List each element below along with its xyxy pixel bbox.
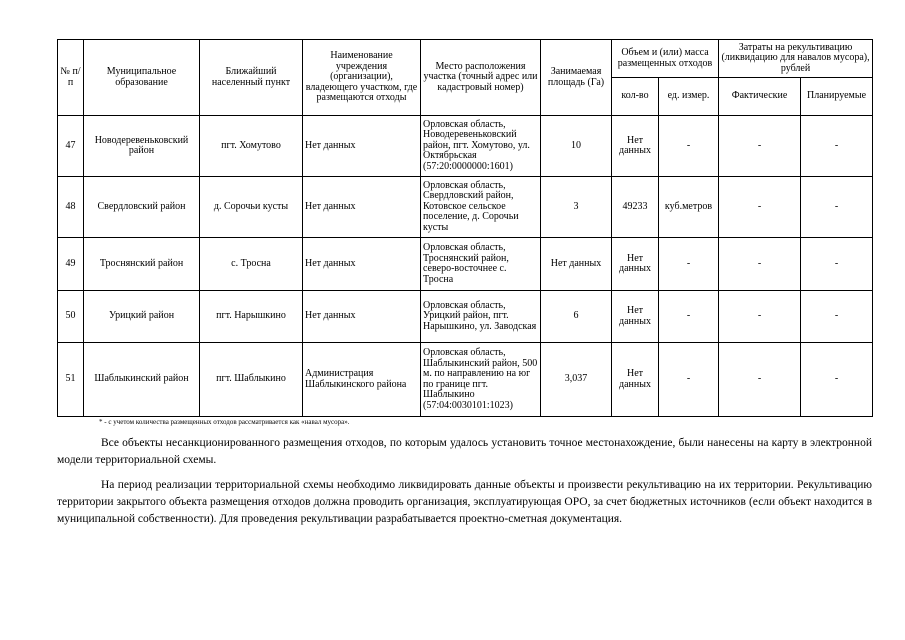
cell-cost-planned: - — [801, 291, 873, 343]
cell-num: 47 — [58, 116, 84, 177]
cell-cost-actual: - — [719, 177, 801, 238]
cell-waste-qty: Нет данных — [612, 291, 659, 343]
cell-waste-unit: - — [659, 116, 719, 177]
cell-owner: Нет данных — [303, 116, 421, 177]
cell-cost-actual: - — [719, 291, 801, 343]
cell-municipality: Новодеревеньковский район — [84, 116, 200, 177]
header-municipality: Муниципальное образование — [84, 40, 200, 116]
cell-settlement: д. Сорочьи кусты — [200, 177, 303, 238]
table-footnote: * - с учетом количества размещенных отходов рассматривается как «навал мусора». — [99, 418, 350, 426]
header-owner: Наименование учреждения (организации), владеющего участком, где размещаются отходы — [303, 40, 421, 116]
cell-settlement: пгт. Нарышкино — [200, 291, 303, 343]
cell-waste-unit: - — [659, 291, 719, 343]
cell-cost-actual: - — [719, 343, 801, 417]
waste-sites-table — [57, 39, 873, 417]
cell-waste-qty: 49233 — [612, 177, 659, 238]
cell-cost-planned: - — [801, 116, 873, 177]
cell-area: 3,037 — [541, 343, 612, 417]
cell-owner: Нет данных — [303, 177, 421, 238]
header-waste-group: Объем и (или) масса размещенных отходов — [612, 40, 719, 78]
cell-waste-unit: - — [659, 238, 719, 291]
cell-waste-unit: куб.метров — [659, 177, 719, 238]
header-settlement: Ближайший населенный пункт — [200, 40, 303, 116]
cell-cost-planned: - — [801, 343, 873, 417]
header-cost-group: Затраты на рекультивацию (ликвидацию для навалов мусора), рублей — [719, 40, 873, 78]
cell-settlement: пгт. Хомутово — [200, 116, 303, 177]
cell-settlement: пгт. Шаблыкино — [200, 343, 303, 417]
header-num: № п/п — [58, 40, 84, 116]
cell-waste-qty: Нет данных — [612, 238, 659, 291]
cell-cost-actual: - — [719, 116, 801, 177]
cell-municipality: Урицкий район — [84, 291, 200, 343]
cell-area: 3 — [541, 177, 612, 238]
table-row — [58, 116, 873, 177]
cell-num: 48 — [58, 177, 84, 238]
document-page — [57, 39, 872, 528]
header-area: Занимаемая площадь (Га) — [541, 40, 612, 116]
header-waste-unit: ед. измер. — [659, 78, 719, 116]
cell-owner: Администрация Шаблыкинского района — [303, 343, 421, 417]
cell-waste-qty: Нет данных — [612, 116, 659, 177]
paragraph-mapping: Все объекты несанкционированного размещения отходов, по которым удалось установить точное местонахождение, были нанесены на карту в электронной модели территориальной схемы. — [57, 437, 872, 466]
header-location: Место расположения участка (точный адрес или кадастровый номер) — [421, 40, 541, 116]
cell-num: 49 — [58, 238, 84, 291]
cell-location: Орловская область, Свердловский район, Котовское сельское поселение, д. Сорочьи кусты — [421, 177, 541, 238]
paragraph-recultivation: На период реализации территориальной схемы необходимо ликвидировать данные объекты и произвести рекультивацию на их территории. Рекультивацию территории закрытого объекта размещения отходов должна проводить организация, эксплуатирующая ОРО, за счет бюджетных источников (если объект находится в муниципальной собственности). Для проведения рекультивации разрабатывается проектно-сметная документация. — [57, 479, 872, 525]
cell-location: Орловская область, Шаблыкинский район, 500 м. по направлению на юг по границе пгт. Шаблыкино (57:04:0030101:1023) — [421, 343, 541, 417]
cell-location: Орловская область, Новодеревеньковский район, пгт. Хомутово, ул. Октябрьская (57:20:0000000:1601) — [421, 116, 541, 177]
table-row — [58, 238, 873, 291]
cell-num: 50 — [58, 291, 84, 343]
cell-location: Орловская область, Урицкий район, пгт. Нарышкино, ул. Заводская — [421, 291, 541, 343]
table-row — [58, 177, 873, 238]
table-row — [58, 343, 873, 417]
header-waste-qty: кол-во — [612, 78, 659, 116]
cell-cost-actual: - — [719, 238, 801, 291]
cell-municipality: Шаблыкинский район — [84, 343, 200, 417]
header-cost-planned: Планируемые — [801, 78, 873, 116]
cell-waste-qty: Нет данных — [612, 343, 659, 417]
cell-owner: Нет данных — [303, 238, 421, 291]
cell-waste-unit: - — [659, 343, 719, 417]
cell-area: 6 — [541, 291, 612, 343]
cell-cost-planned: - — [801, 238, 873, 291]
cell-area: 10 — [541, 116, 612, 177]
cell-num: 51 — [58, 343, 84, 417]
cell-municipality: Троснянский район — [84, 238, 200, 291]
table-row — [58, 291, 873, 343]
cell-location: Орловская область, Троснянский район, северо-восточнее с. Тросна — [421, 238, 541, 291]
cell-cost-planned: - — [801, 177, 873, 238]
cell-settlement: с. Тросна — [200, 238, 303, 291]
cell-area: Нет данных — [541, 238, 612, 291]
cell-owner: Нет данных — [303, 291, 421, 343]
cell-municipality: Свердловский район — [84, 177, 200, 238]
header-cost-actual: Фактические — [719, 78, 801, 116]
